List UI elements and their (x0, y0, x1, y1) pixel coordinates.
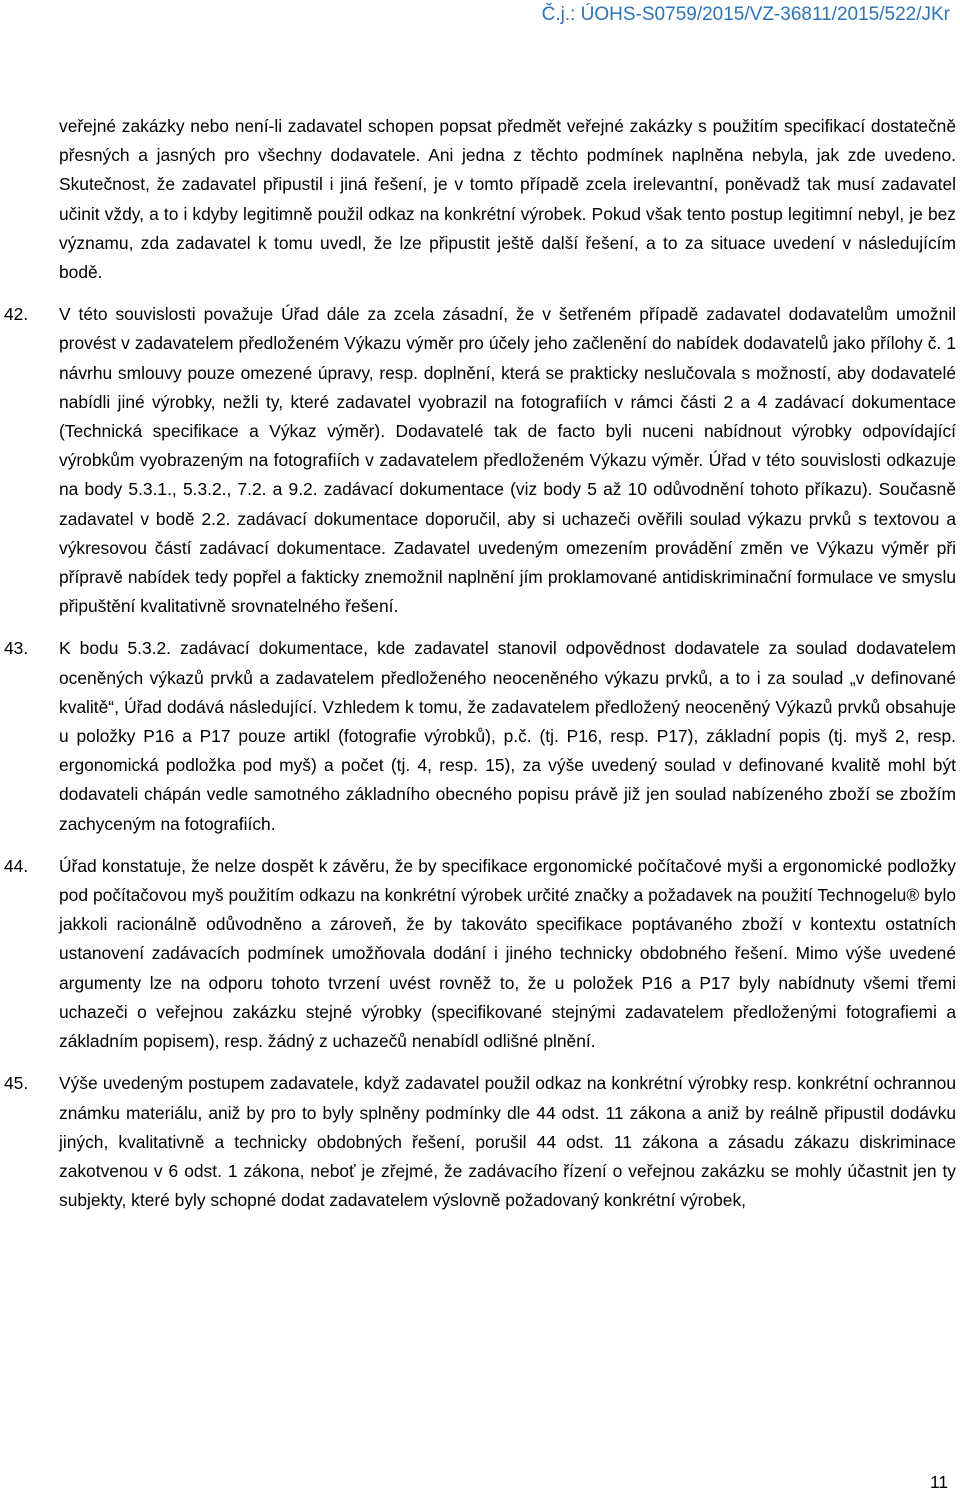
paragraph-number: 43. (4, 638, 29, 659)
paragraph-number: 44. (4, 855, 29, 876)
paragraph-text: K bodu 5.3.2. zadávací dokumentace, kde zadavatel stanovil odpovědnost dodavatele za soulad dodavatelem oceněných výkazů prvků a zadavatelem předloženého neoceněného výkazu prvků, a to i za soulad „v definované kvalitě“, Úřad dodává následující. Vzhledem k tomu, že zadavatelem předložený neoceněný Výkazů prvků obsahuje u položky P16 a P17 pouze artikl (fotografie výrobků), p.č. (tj. P16, resp. P17), základní popis (tj. myš 2, resp. ergonomická podložka pod myš) a počet (tj. 4, resp. 15), za výše uvedený soulad v definované kvalitě mohl být dodavateli chápán vedle samotného základního obecného popisu právě již jen soulad nabízeného zboží se zbožím zachyceným na fotografiích. (59, 638, 956, 834)
paragraph-text: veřejné zakázky nebo není-li zadavatel schopen popsat předmět veřejné zakázky s použitím specifikací dostatečně přesných a jasných pro všechny dodavatele. Ani jedna z těchto podmínek naplněna nebyla, jak zde uvedeno. Skutečnost, že zadavatel připustil i jiná řešení, je v tomto případě zcela irelevantní, poněvadž tak musí zadavatel učinit vždy, a to i kdyby legitimně použil odkaz na konkrétní výrobek. Pokud však tento postup legitimní nebyl, je bez významu, zda zadavatel k tomu uvedl, že lze připustit ještě další řešení, a to za situace uvedení v následujícím bodě. (59, 116, 956, 283)
paragraph-42 (0, 300, 960, 621)
paragraph-text: Úřad konstatuje, že nelze dospět k závěru, že by specifikace ergonomické počítačové myši a ergonomické podložky pod počítačovou myš použitím odkazu na konkrétní výrobek určité značky a požadavek na použití Technogelu® bylo jakkoli racionálně odůvodněno a zároveň, že by takováto specifikace poptávaného zboží v kontextu ostatních ustanovení zadávacích podmínek umožňovala dodání i jiného technicky obdobného řešení. Mimo výše uvedené argumenty lze na odporu tohoto tvrzení uvést rovněž to, že u položek P16 a P17 byly nabídnuty všemi třemi uchazeči o veřejnou zakázku stejné výrobky (specifikované stejnými zadavatelem předloženými fotografiemi a základním popisem), resp. žádný z uchazečů nenabídl odlišné plnění. (59, 855, 956, 1052)
paragraph-text: Výše uvedeným postupem zadavatele, když zadavatel použil odkaz na konkrétní výrobky resp. konkrétní ochrannou známku materiálu, aniž by pro to byly splněny podmínky dle 44 odst. 11 zákona a aniž by reálně připustil dodávku jiných, kvalitativně a technicky obdobných řešení, porušil 44 odst. 11 zákona a zásadu zákazu diskriminace zakotvenou v 6 odst. 1 zákona, neboť je zřejmé, že zadávacího řízení o veřejnou zakázku se mohly účastnit jen ty subjekty, které byly schopné dodat zadavatelem výslovně požadovaný konkrétní výrobek, (59, 1073, 956, 1211)
document-reference-number: Č.j.: ÚOHS-S0759/2015/VZ-36811/2015/522/JKr (541, 4, 950, 25)
paragraph-44 (0, 852, 960, 1056)
paragraph-text: V této souvislosti považuje Úřad dále za zcela zásadní, že v šetřeném případě zadavatel dodavatelům umožnil provést v zadavatelem předloženém Výkazu výměr pro účely jeho začlenění do nabídek dodavatelů jako přílohy č. 1 návrhu smlouvy pouze omezené úpravy, resp. doplnění, která se prakticky neslučovala s možností, aby dodavatelé nabídli jiné výrobky, nežli ty, které zadavatel vyobrazil na fotografiích v rámci části 2 a 4 zadávací dokumentace (Technická specifikace a Výkaz výměr). Dodavatelé tak de facto byli nuceni nabídnout výrobky odpovídající výrobkům vyobrazeným na fotografiích v zadavatelem předloženém Výkazu výměr. Úřad v této souvislosti odkazuje na body 5.3.1., 5.3.2., 7.2. a 9.2. zadávací dokumentace (viz body 5 až 10 odůvodnění tohoto příkazu). Současně zadavatel v bodě 2.2. zadávací dokumentace doporučil, aby si uchazeči ověřili soulad výkazu prvků s textovou a výkresovou částí zadávací dokumentace. Zadavatel uvedeným omezením provádění změn ve Výkazu výměr při přípravě nabídek tedy popřel a fakticky znemožnil naplnění jím proklamované antidiskriminační formulace ve smyslu připuštění kvalitativně srovnatelného řešení. (59, 304, 956, 617)
paragraph-number: 45. (4, 1073, 29, 1094)
paragraph-continued (0, 112, 960, 287)
document-body (0, 112, 960, 1228)
page-number: 11 (929, 1472, 948, 1492)
paragraph-number: 42. (4, 304, 29, 325)
paragraph-45 (0, 1069, 960, 1215)
paragraph-43 (0, 634, 960, 838)
